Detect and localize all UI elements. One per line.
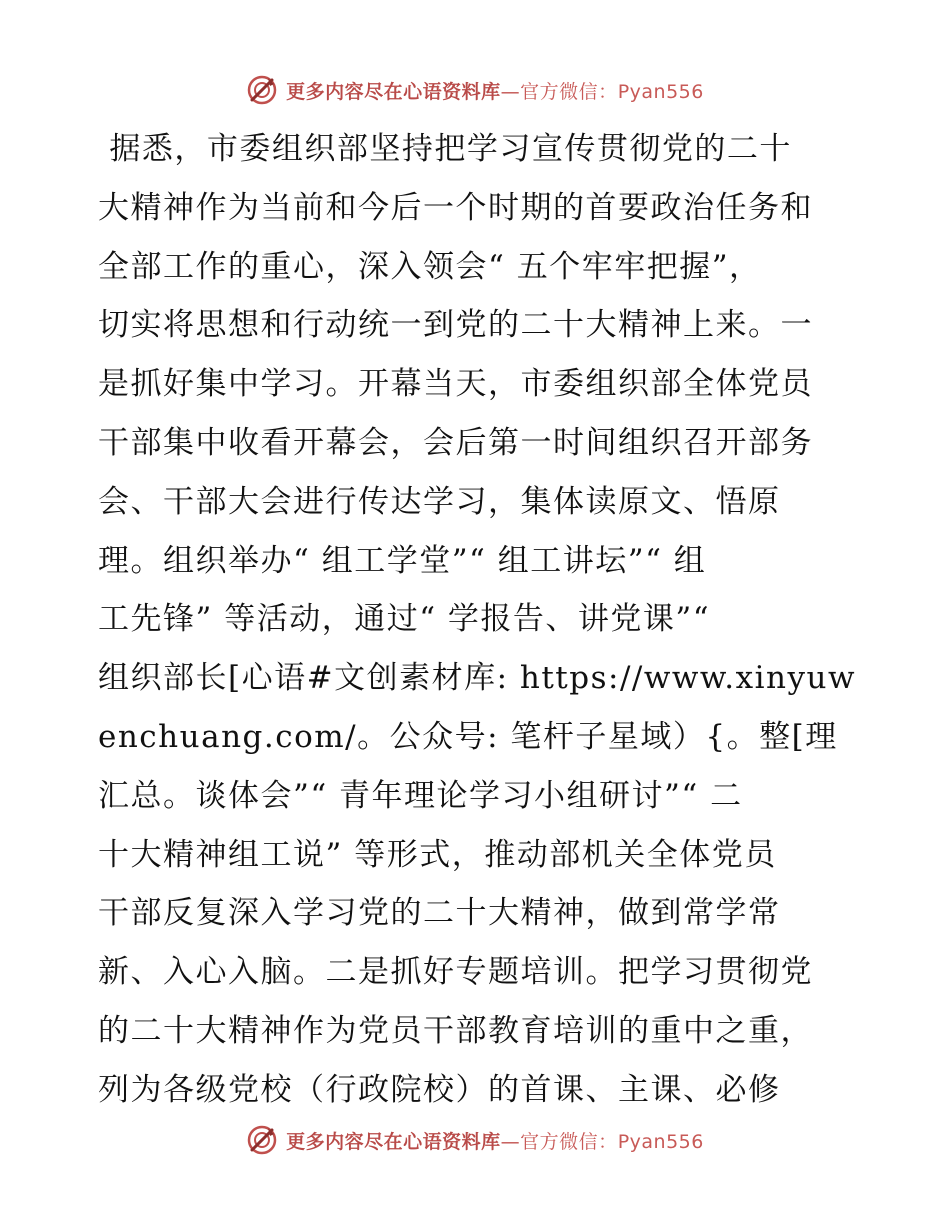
body-line: 的二十大精神作为党员干部教育培训的重中之重， <box>98 1012 813 1049</box>
logo-icon <box>246 74 278 106</box>
header-separator: — <box>500 80 521 103</box>
header-text <box>286 77 704 104</box>
body-line: 理。组织举办“ 组工学堂”“ 组工讲坛”“ 组 <box>98 542 707 579</box>
body-line: enchuang.com/。公众号: 笔杆子星域）{。整[理 <box>98 718 838 755</box>
body-line: 组织部长[心语#文创素材库: https://www.xinyuw <box>98 660 856 697</box>
body-line: 会、干部大会进行传达学习，集体读原文、悟原 <box>98 483 781 520</box>
body-line: 十大精神组工说” 等形式，推动部机关全体党员 <box>98 836 777 873</box>
body-line: 干部反复深入学习党的二十大精神，做到常学常 <box>98 895 781 932</box>
body-line: 列为各级党校（行政院校）的首课、主课、必修 <box>98 1071 781 1108</box>
document-body <box>98 120 858 1120</box>
body-line: 新、入心入脑。二是抓好专题培训。把学习贯彻党 <box>98 954 813 991</box>
body-line: 据悉，市委组织部坚持把学习宣传贯彻党的二十 <box>98 131 792 167</box>
body-line: 全部工作的重心，深入领会“ 五个牢牢把握”， <box>98 248 762 285</box>
header-brand-text: 更多内容尽在心语资料库 <box>286 80 501 103</box>
footer-brand-text: 更多内容尽在心语资料库 <box>286 1130 501 1153</box>
footer-wechat-id: Pyan556 <box>617 1130 704 1153</box>
header-banner <box>0 70 950 110</box>
body-line: 是抓好集中学习。开幕当天，市委组织部全体党员 <box>98 366 813 403</box>
body-line: 大精神作为当前和今后一个时期的首要政治任务和 <box>98 189 813 226</box>
header-wechat-id: Pyan556 <box>617 80 704 103</box>
header-wechat-label: 官方微信： <box>520 80 618 103</box>
footer-text <box>286 1127 704 1154</box>
body-line: 汇总。谈体会”“ 青年理论学习小组研讨”“ 二 <box>98 777 743 814</box>
footer-banner <box>0 1120 950 1160</box>
logo-icon <box>246 1124 278 1156</box>
body-line: 工先锋” 等活动，通过“ 学报告、讲党课”“ <box>98 601 711 638</box>
footer-wechat-label: 官方微信： <box>520 1130 618 1153</box>
footer-separator: — <box>500 1130 521 1153</box>
body-line: 切实将思想和行动统一到党的二十大精神上来。一 <box>98 307 813 344</box>
body-line: 干部集中收看开幕会，会后第一时间组织召开部务 <box>98 424 813 461</box>
